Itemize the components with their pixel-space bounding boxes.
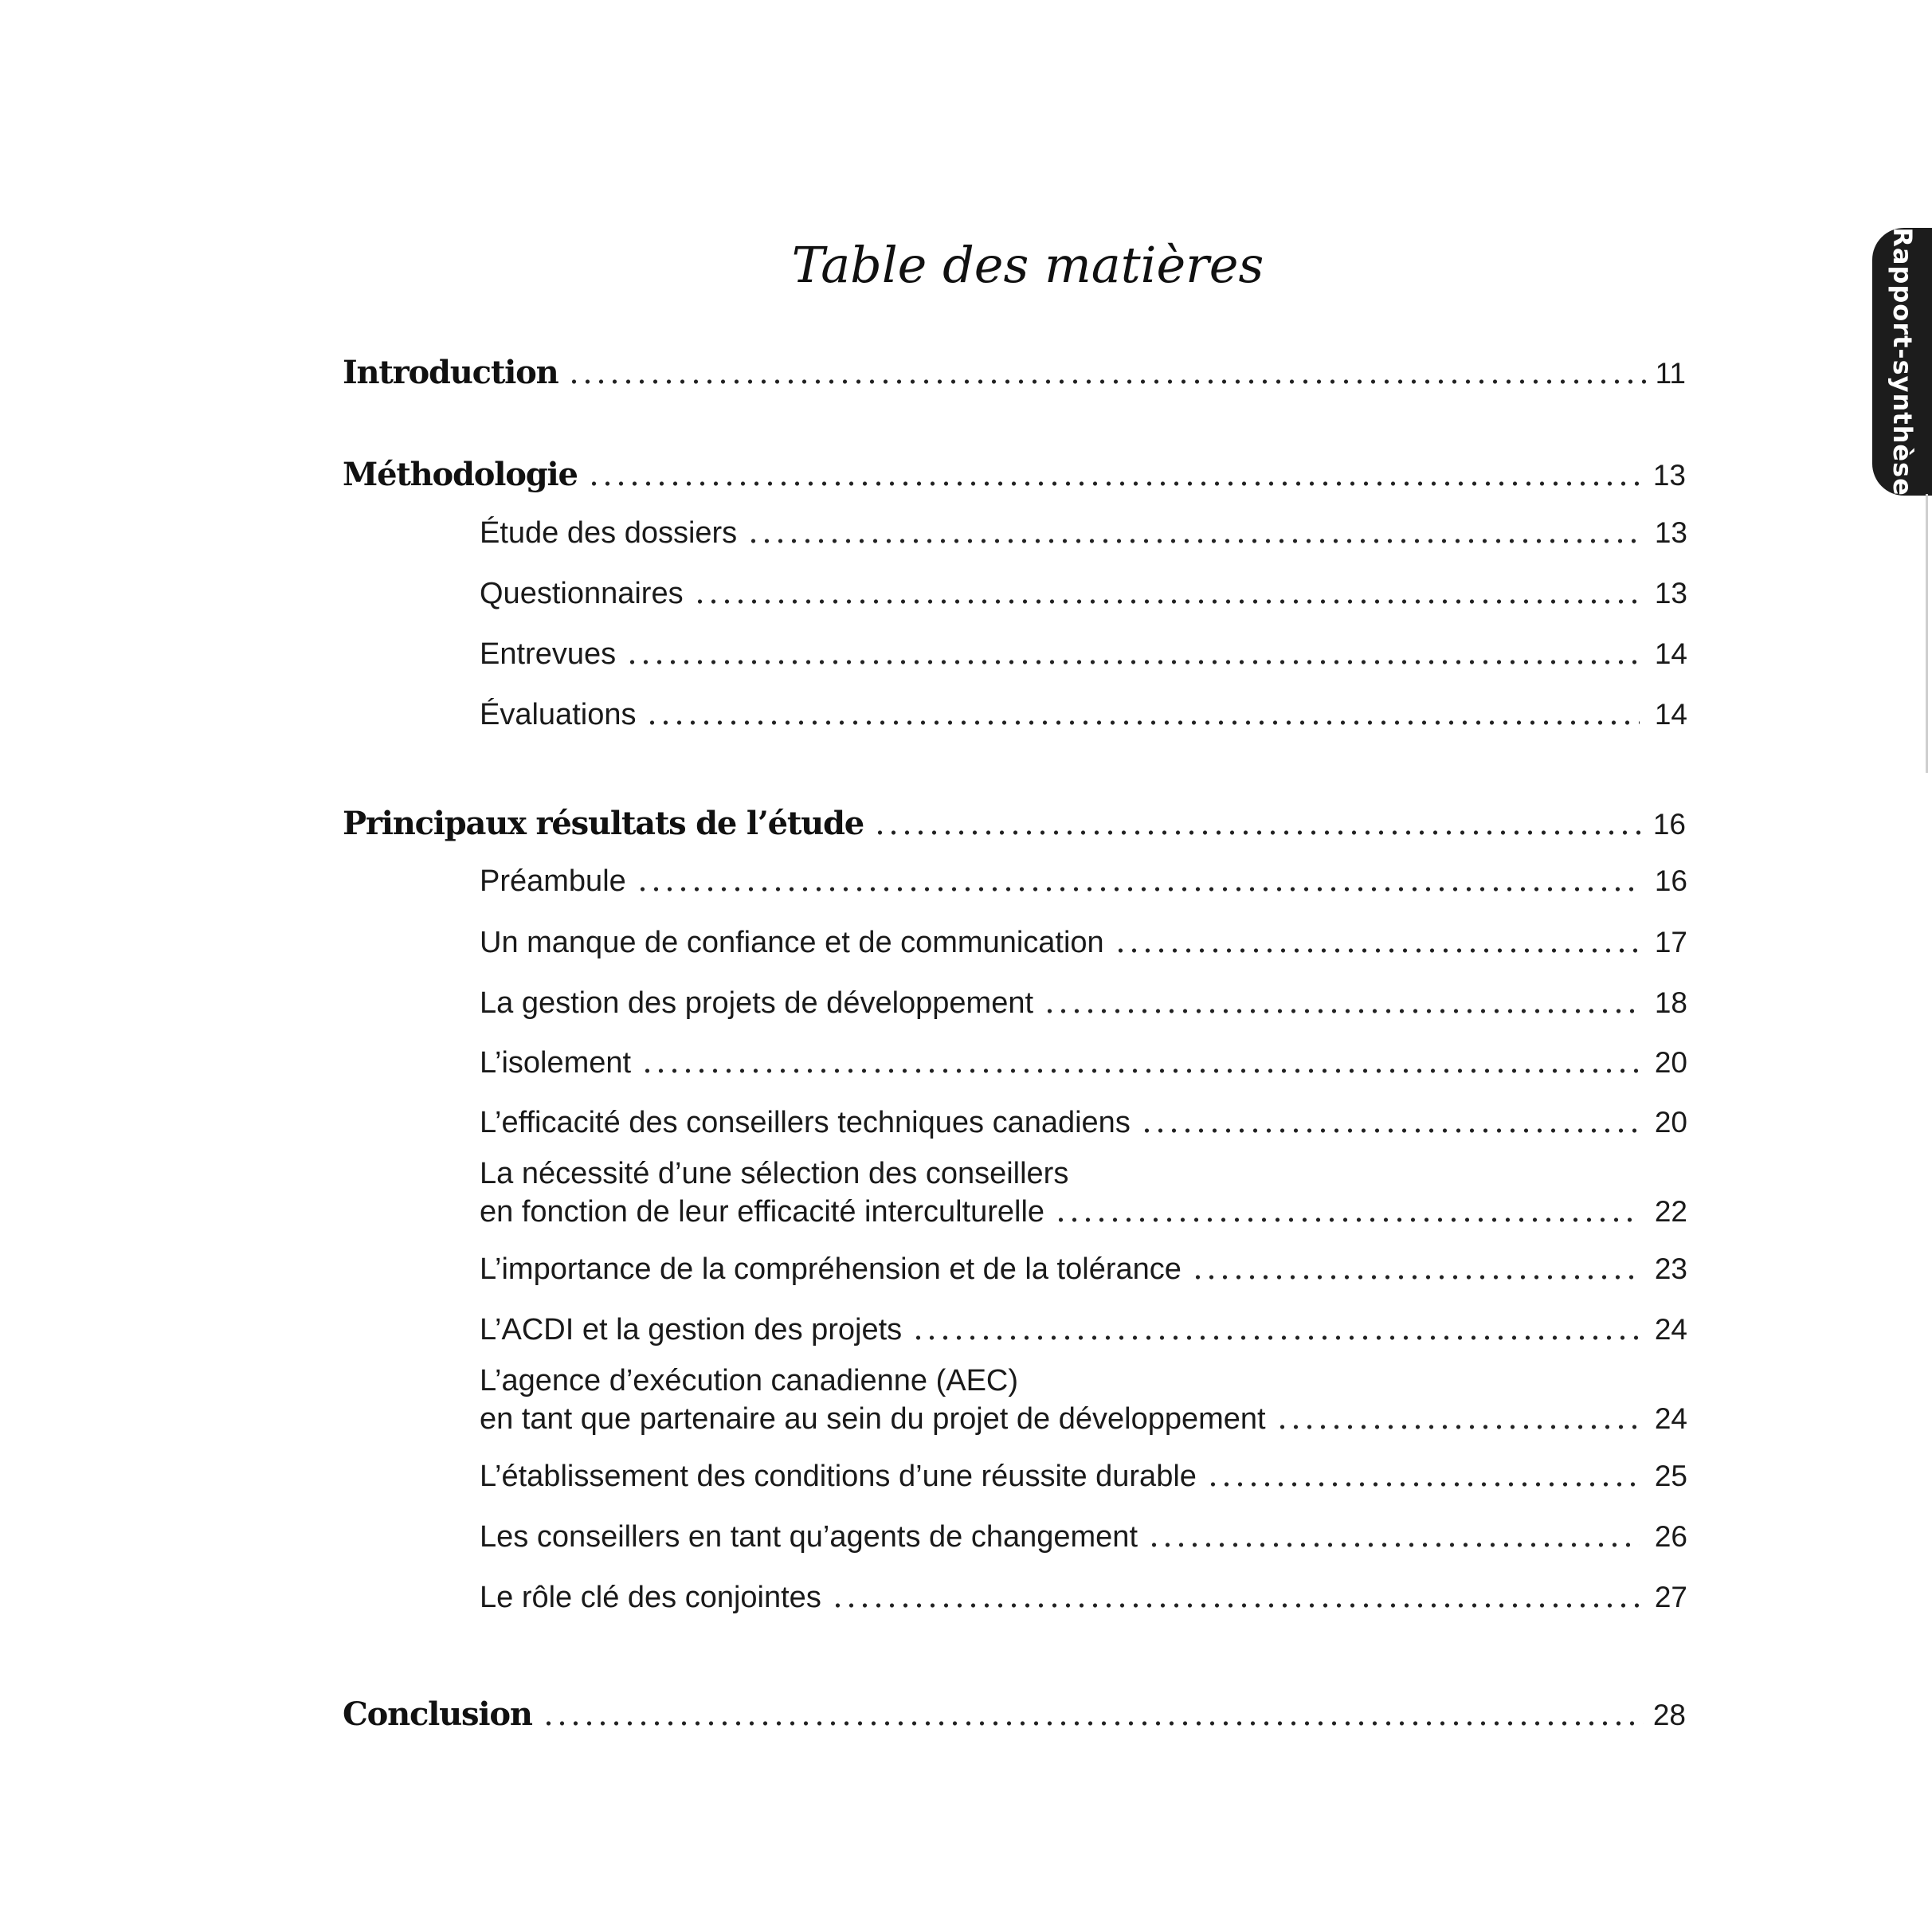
toc-entry-manque-confiance[interactable] bbox=[480, 926, 1687, 960]
toc-label: Entrevues bbox=[480, 637, 617, 671]
toc-label: L’isolement bbox=[480, 1046, 632, 1080]
toc-page-number: 25 bbox=[1654, 1460, 1687, 1492]
toc-label: Étude des dossiers bbox=[480, 516, 738, 550]
toc-label: La gestion des projets de développement bbox=[480, 986, 1034, 1020]
toc-entry-methodologie[interactable] bbox=[343, 456, 1686, 493]
toc-page-number: 22 bbox=[1654, 1195, 1687, 1228]
dot-leader bbox=[542, 1720, 1644, 1727]
dot-leader bbox=[693, 598, 1640, 605]
toc-page-number: 18 bbox=[1654, 986, 1687, 1019]
dot-leader bbox=[831, 1602, 1640, 1609]
dot-leader bbox=[911, 1335, 1640, 1341]
toc-label: Préambule bbox=[480, 864, 626, 898]
dot-leader bbox=[645, 719, 1640, 726]
dot-leader bbox=[747, 538, 1640, 544]
toc-entry-conseillers-agents[interactable] bbox=[480, 1520, 1687, 1554]
toc-entry-etablissement-conditions[interactable] bbox=[480, 1460, 1687, 1494]
dot-leader bbox=[636, 886, 1640, 892]
dot-leader bbox=[873, 829, 1644, 836]
toc-entry-agence-execution[interactable] bbox=[480, 1402, 1687, 1437]
toc-label: Méthodologie bbox=[343, 456, 578, 493]
toc-label: en tant que partenaire au sein du projet de développement bbox=[480, 1402, 1266, 1436]
toc-label: Un manque de confiance et de communication bbox=[480, 926, 1104, 959]
toc-entry-role-conjointes[interactable] bbox=[480, 1581, 1687, 1615]
dot-leader bbox=[1140, 1127, 1640, 1134]
toc-page-number: 26 bbox=[1654, 1520, 1687, 1553]
toc-page-number: 20 bbox=[1654, 1046, 1687, 1079]
toc-page-number: 13 bbox=[1654, 577, 1687, 610]
toc-label: L’établissement des conditions d’une réussite durable bbox=[480, 1460, 1197, 1493]
toc-entry-preambule[interactable] bbox=[480, 864, 1687, 899]
toc-entry-introduction[interactable] bbox=[343, 354, 1686, 391]
toc-page-number: 20 bbox=[1654, 1106, 1687, 1139]
toc-label: Le rôle clé des conjointes bbox=[480, 1581, 821, 1614]
toc-label: Évaluations bbox=[480, 698, 637, 731]
dot-leader bbox=[1191, 1274, 1640, 1280]
toc-label: L’ACDI et la gestion des projets bbox=[480, 1313, 903, 1346]
dot-leader bbox=[1276, 1424, 1640, 1430]
toc-label: L’importance de la compréhension et de la tolérance bbox=[480, 1252, 1182, 1286]
dot-leader bbox=[567, 378, 1645, 385]
toc-entry-conclusion[interactable] bbox=[343, 1695, 1686, 1733]
toc-entry-isolement[interactable] bbox=[480, 1046, 1687, 1080]
toc-entry-importance-comprehension[interactable] bbox=[480, 1252, 1687, 1287]
dot-leader bbox=[1206, 1481, 1640, 1488]
toc-label: Introduction bbox=[343, 354, 558, 391]
toc-page-number: 28 bbox=[1652, 1699, 1686, 1731]
dot-leader bbox=[1054, 1217, 1640, 1223]
dot-leader bbox=[1114, 947, 1640, 954]
page-title: Table des matières bbox=[791, 236, 1264, 294]
toc-entry-acdi-gestion[interactable] bbox=[480, 1313, 1687, 1347]
toc-page-number: 14 bbox=[1654, 698, 1687, 731]
toc-page-number: 24 bbox=[1654, 1402, 1687, 1435]
toc-label: Les conseillers en tant qu’agents de changement bbox=[480, 1520, 1138, 1554]
toc-page-number: 17 bbox=[1654, 926, 1687, 958]
dot-leader bbox=[587, 480, 1644, 487]
toc-entry-principaux-resultats[interactable] bbox=[343, 805, 1686, 842]
toc-page-number: 16 bbox=[1652, 808, 1686, 841]
toc-entry-necessite-selection[interactable] bbox=[480, 1195, 1687, 1229]
dot-leader bbox=[641, 1068, 1640, 1074]
toc-entry-agence-line1[interactable]: L’agence d’exécution canadienne (AEC) bbox=[480, 1364, 1019, 1397]
dot-leader bbox=[1043, 1008, 1640, 1014]
toc-entry-entrevues[interactable] bbox=[480, 637, 1687, 672]
toc-page-number: 27 bbox=[1654, 1581, 1687, 1613]
toc-label: Questionnaires bbox=[480, 577, 684, 610]
dot-leader bbox=[1147, 1542, 1640, 1548]
side-tab-label: Rapport-synthèse bbox=[1887, 227, 1918, 496]
toc-label: Principaux résultats de l’étude bbox=[343, 805, 864, 842]
toc-entry-questionnaires[interactable] bbox=[480, 577, 1687, 611]
toc-page-number: 23 bbox=[1654, 1252, 1687, 1285]
dot-leader bbox=[625, 659, 1640, 665]
toc-entry-etude-dossiers[interactable] bbox=[480, 516, 1687, 551]
toc-page-number: 14 bbox=[1654, 637, 1687, 670]
toc-page-number: 24 bbox=[1654, 1313, 1687, 1346]
toc-page-number: 11 bbox=[1655, 357, 1686, 390]
toc-label: Conclusion bbox=[343, 1695, 532, 1733]
toc-label: L’efficacité des conseillers techniques canadiens bbox=[480, 1106, 1131, 1139]
toc-entry-efficacite-conseillers[interactable] bbox=[480, 1106, 1687, 1140]
toc-entry-gestion-projets-developpement[interactable] bbox=[480, 986, 1687, 1021]
toc-page-number: 16 bbox=[1654, 864, 1687, 897]
toc-entry-necessite-line1[interactable]: La nécessité d’une sélection des conseillers bbox=[480, 1157, 1069, 1190]
toc-page-number: 13 bbox=[1654, 516, 1687, 549]
toc-page-number: 13 bbox=[1652, 459, 1686, 492]
toc-label: en fonction de leur efficacité interculturelle bbox=[480, 1195, 1045, 1229]
toc-entry-evaluations[interactable] bbox=[480, 698, 1687, 732]
